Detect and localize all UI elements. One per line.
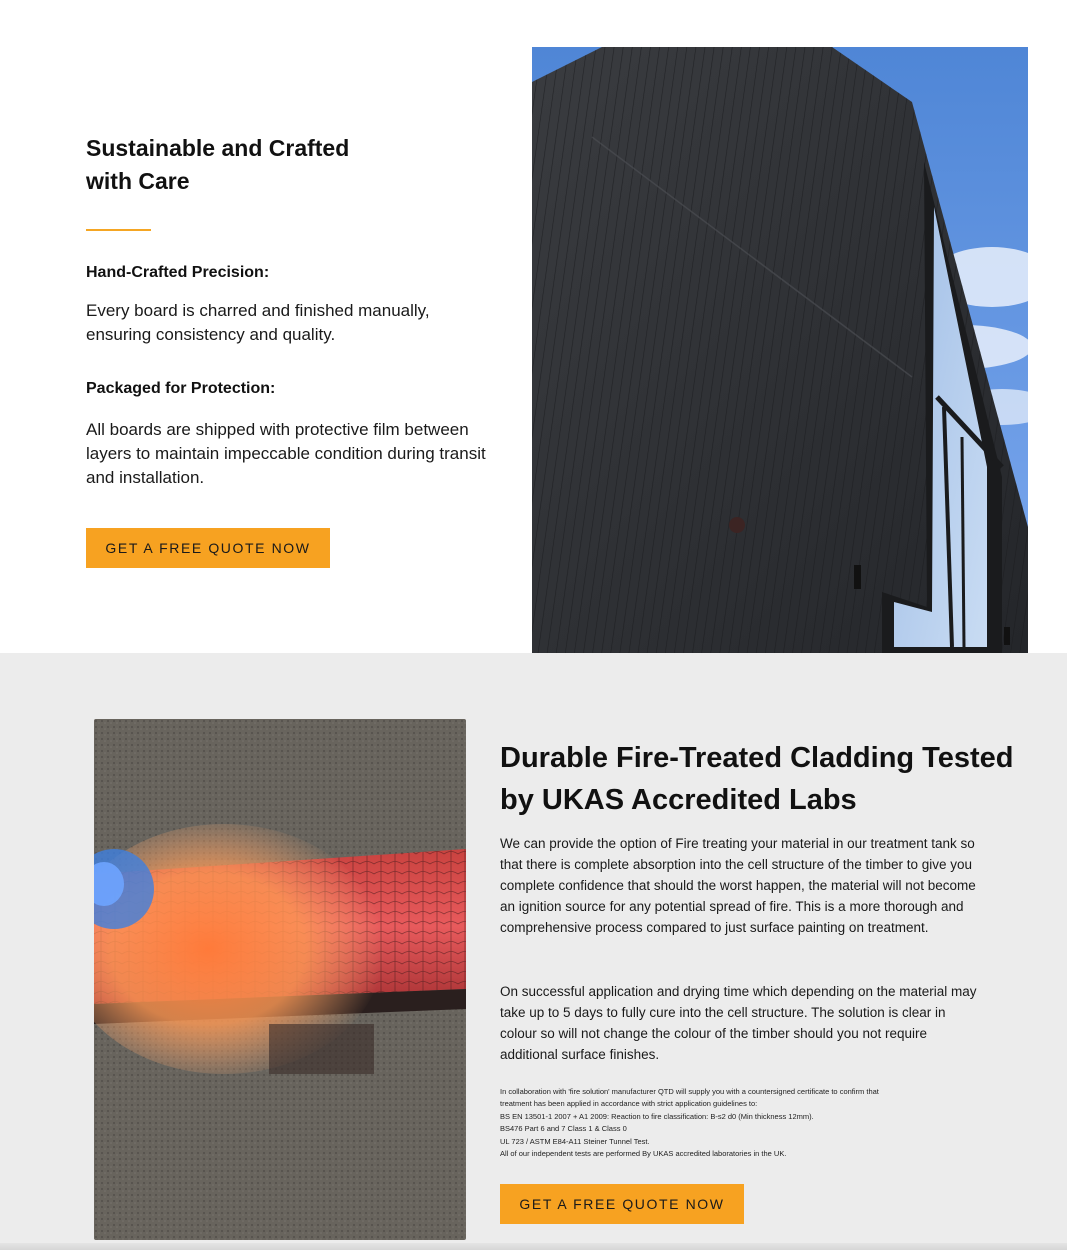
get-quote-button-bottom[interactable]: GET A FREE QUOTE NOW <box>500 1184 744 1224</box>
charred-cladding-building-photo <box>532 47 1028 653</box>
feature-heading-handcrafted: Hand-Crafted Precision: <box>86 264 270 281</box>
fine-print-line: BS476 Part 6 and 7 Class 1 & Class 0 <box>500 1124 627 1134</box>
fine-print-line: BS EN 13501-1 2007 + A1 2009: Reaction to fire classification: B-s2 d0 (Min thickness 12mm). <box>500 1111 814 1121</box>
fine-print-line: All of our independent tests are performed By UKAS accredited laboratories in the UK. <box>500 1149 787 1159</box>
certification-fine-print <box>500 1086 970 1160</box>
feature-text-packaged: All boards are shipped with protective film between layers to maintain impeccable condition during transit and installation. <box>86 420 486 487</box>
page-bottom-edge <box>0 1243 1067 1250</box>
sustainable-title: Sustainable and Crafted with Care <box>86 135 350 194</box>
fire-test-photo <box>94 719 466 1240</box>
feature-text-handcrafted: Every board is charred and finished manually, ensuring consistency and quality. <box>86 301 430 344</box>
fine-print-line: UL 723 / ASTM E84-A11 Steiner Tunnel Test. <box>500 1136 650 1146</box>
fire-paragraph-1: We can provide the option of Fire treating your material in our treatment tank so that there is complete absorption into the cell structure of the timber to give you complete confidence that should the worst happen, the material will not become an ignition source for any potential spread of fire. This is a more thorough and comprehensive process compared to just surface painting on treatment. <box>500 836 976 935</box>
get-quote-button-top[interactable]: GET A FREE QUOTE NOW <box>86 528 330 568</box>
fire-section-title: Durable Fire-Treated Cladding Tested by UKAS Accredited Labs <box>500 742 1014 816</box>
fine-print-line: In collaboration with 'fire solution' manufacturer QTD will supply you with a countersigned certificate to confirm that <box>500 1087 879 1096</box>
feature-heading-packaged: Packaged for Protection: <box>86 380 276 397</box>
fine-print-line: treatment has been applied in accordance with strict application guidelines to: <box>500 1099 758 1109</box>
accent-divider <box>86 229 151 231</box>
fire-paragraph-2: On successful application and drying time which depending on the material may take up to 5 days to fully cure into the cell structure. The solution is clear in colour so will not change the colour of the timber should you not require additional surface finishes. <box>500 984 977 1062</box>
